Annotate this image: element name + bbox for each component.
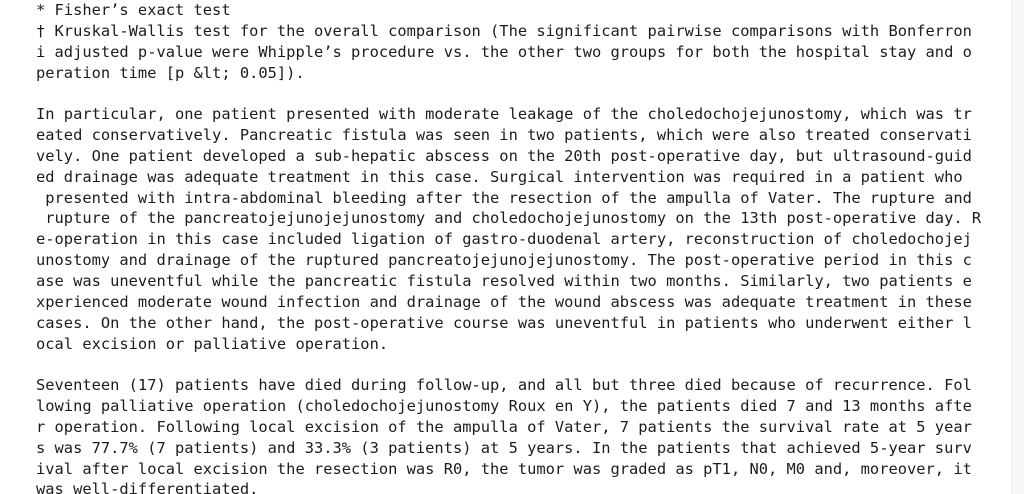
paragraph-line: s was 77.7% (7 patients) and 33.3% (3 patients) at 5 years. In the patients that achieved 5-year surv [36, 438, 972, 457]
paragraph-line: eated conservatively. Pancreatic fistula was seen in two patients, which were also treated conservati [36, 126, 972, 145]
footnote-line: † Kruskal-Wallis test for the overall comparison (The significant pairwise comparisons with Bonferron [36, 21, 972, 40]
paragraph-line: ival after local excision the resection was R0, the tumor was graded as pT1, N0, M0 and, moreover, it [36, 459, 972, 478]
paragraph-line: r operation. Following local excision of the ampulla of Vater, 7 patients the survival rate at 5 year [36, 417, 972, 436]
paragraph-line: Seventeen (17) patients have died during follow-up, and all but three died because of recurrence. Fol [36, 376, 972, 395]
footnote-line: * Fisher’s exact test [36, 1, 231, 19]
paragraph-line: e-operation in this case included ligation of gastro-duodenal artery, reconstruction of choledochojej [36, 230, 972, 249]
footnote-line: i adjusted p-value were Whipple’s procedure vs. the other two groups for both the hospital stay and o [36, 42, 972, 61]
vertical-scrollbar[interactable] [1011, 0, 1024, 494]
paragraph-spacer [36, 83, 1011, 104]
paragraph-line: lowing palliative operation (choledochojejunostomy Roux en Y), the patients died 7 and 13 months afte [36, 397, 972, 416]
document-text [36, 0, 1011, 494]
paragraph-line: ocal excision or palliative operation. [36, 334, 389, 353]
paragraph-line: ase was uneventful while the pancreatic fistula resolved within two months. Similarly, two patients e [36, 271, 972, 290]
footnotes-block [36, 0, 1011, 83]
paragraph-line: cases. On the other hand, the post-operative course was uneventful in patients who underwent either l [36, 313, 972, 332]
paragraph-line: unostomy and drainage of the ruptured pancreatojejunojejunostomy. The post-operative period in this c [36, 251, 972, 270]
paragraph-spacer [36, 354, 1011, 375]
paragraph-line: In particular, one patient presented with moderate leakage of the choledochojejunostomy, which was tr [36, 105, 972, 124]
paragraph-line: xperienced moderate wound infection and drainage of the wound abscess was adequate treatment in these [36, 292, 972, 311]
paragraph-line: vely. One patient developed a sub-hepatic abscess on the 20th post-operative day, but ultrasound-guid [36, 146, 972, 165]
paragraph-line: was well-differentiated. [36, 480, 259, 494]
paragraph-complications [36, 104, 1011, 354]
footnote-line: peration time [p &lt; 0.05]). [36, 63, 305, 82]
paragraph-line: presented with intra-abdominal bleeding after the resection of the ampulla of Vater. The rupture and [36, 188, 972, 207]
paragraph-line: rupture of the pancreatojejunojejunostomy and choledochojejunostomy on the 13th post-operative day. R [36, 209, 982, 228]
paragraph-survival [36, 375, 1011, 494]
paragraph-line: ed drainage was adequate treatment in this case. Surgical intervention was required in a patient who [36, 167, 963, 186]
